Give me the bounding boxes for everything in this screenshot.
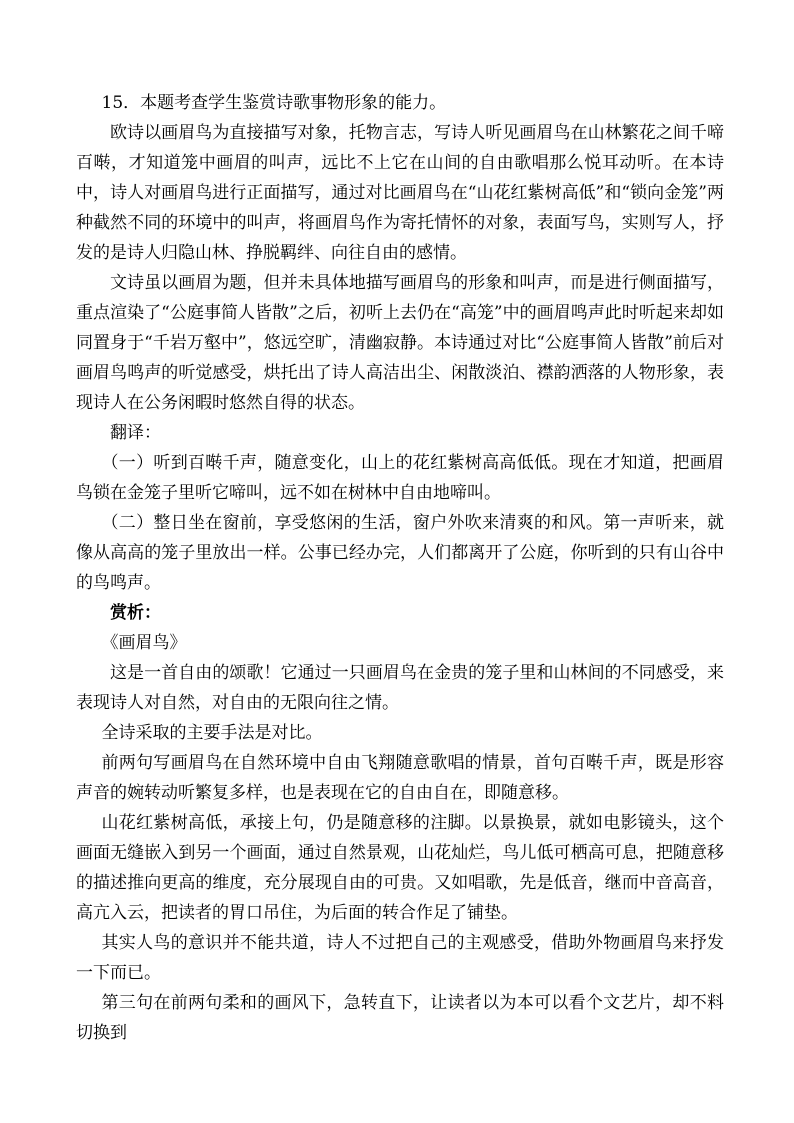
paragraph-third-line: 第三句在前两句柔和的画风下，急转直下，让读者以为本可以看个文艺片，却不料切换到 xyxy=(76,993,724,1043)
translation-heading: 翻译： xyxy=(110,423,161,443)
paragraph-ouyang-poem-analysis: 欧诗以画眉鸟为直接描写对象，托物言志，写诗人听见画眉鸟在山林繁花之间千啼百啭，才知道笼中画眉的叫声，远比不上它在山间的自由歌唱那么悦耳动听。在本诗中，诗人对画眉鸟进行正面描写，通过对比画眉鸟在“山花红紫树高低”和“锁向金笼”两种截然不同的环境中的叫声，将画眉鸟作为寄托情怀的对象，表面写鸟，实则写人，抒发的是诗人归隐山林、挣脱羁绊、向往自由的感情。 xyxy=(76,123,724,263)
appreciation-heading: 赏析： xyxy=(110,603,161,623)
paragraph-mountain-flowers: 山花红紫树高低，承接上句，仍是随意移的注脚。以景换景，就如电影镜头，这个画面无缝嵌入到另一个画面，通过自然景观，山花灿烂，鸟儿低可栖高可息，把随意移的描述推向更高的维度，充分展现自由的可贵。又如唱歌，先是低音，继而中音高音，高亢入云，把读者的胃口吊住，为后面的转合作足了铺垫。 xyxy=(76,813,724,923)
paragraph-wen-poem-analysis: 文诗虽以画眉为题，但并未具体地描写画眉鸟的形象和叫声，而是进行侧面描写，重点渲染了“公庭事简人皆散”之后，初听上去仍在“高笼”中的画眉鸣声此时听起来却如同置身于“千岩万壑中”，悠远空旷，清幽寂静。本诗通过对比“公庭事简人皆散”前后对画眉鸟鸣声的听觉感受，烘托出了诗人高洁出尘、闲散淡泊、襟韵洒落的人物形象，表现诗人在公务闲暇时悠然自得的状态。 xyxy=(76,273,724,413)
paragraph-human-bird: 其实人鸟的意识并不能共道，诗人不过把自己的主观感受，借助外物画眉鸟来抒发一下而已。 xyxy=(76,933,724,983)
translation-one: （一）听到百啭千声，随意变化，山上的花红紫树高高低低。现在才知道，把画眉鸟锁在金笼子里听它啼叫，远不如在树林中自由地啼叫。 xyxy=(76,453,724,503)
paragraph-contrast-method: 全诗采取的主要手法是对比。 xyxy=(101,723,323,743)
translation-two: （二）整日坐在窗前，享受悠闲的生活，窗户外吹来清爽的和风。第一声听来，就像从高高的笼子里放出一样。公事已经办完，人们都离开了公庭，你听到的只有山谷中的鸟鸣声。 xyxy=(76,513,724,593)
poem-title: 《画眉鸟》 xyxy=(101,633,187,653)
question-heading: 15．本题考查学生鉴赏诗歌事物形象的能力。 xyxy=(101,93,447,113)
paragraph-first-two-lines: 前两句写画眉鸟在自然环境中自由飞翔随意歌唱的情景，首句百啭千声，既是形容声音的婉转动听繁复多样，也是表现在它的自由自在，即随意移。 xyxy=(76,753,724,803)
paragraph-freedom-ode: 这是一首自由的颂歌！它通过一只画眉鸟在金贵的笼子里和山林间的不同感受，来表现诗人对自然，对自由的无限向往之情。 xyxy=(76,663,724,713)
document-body xyxy=(76,88,724,1048)
